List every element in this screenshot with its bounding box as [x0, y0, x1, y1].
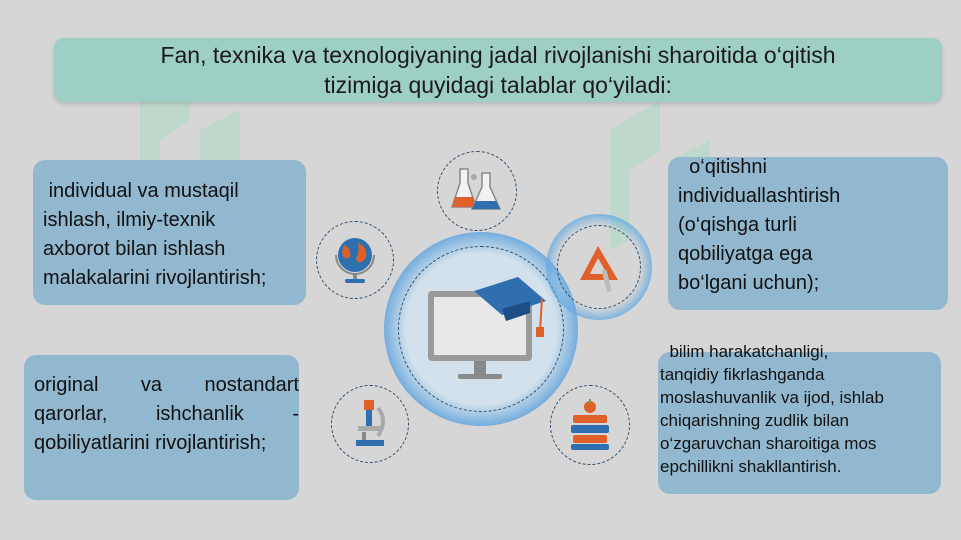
requirement-box-4	[658, 342, 941, 494]
requirement-box-2	[668, 157, 948, 310]
ruler-circle	[557, 225, 641, 309]
microscope-icon	[348, 396, 392, 452]
flasks-circle	[437, 151, 517, 231]
requirement-box-3	[24, 355, 299, 500]
title-line-2: tizimiga quyidagi talablar qo‘yiladi:	[324, 72, 672, 98]
globe-circle	[316, 221, 394, 299]
title-line-1: Fan, texnika va texnologiyaning jadal rivojlanishi sharoitida o‘qitish	[160, 42, 836, 68]
books-apple-icon	[565, 397, 615, 453]
globe-icon	[330, 233, 380, 287]
monitor-graduation-cap-icon	[406, 269, 556, 389]
requirement-text-1: individual va mustaqil ishlash, ilmiy-texnik axborot bilan ishlash malakalarini rivojlantirish;	[43, 180, 267, 289]
requirement-box-1	[33, 160, 306, 305]
triangle-ruler-icon	[574, 240, 624, 294]
page-title	[54, 40, 942, 100]
requirement-text-3: original va nostandart qarorlar, ishchanlik - qobiliyatlarini rivojlantirish;	[34, 374, 299, 454]
flasks-icon	[446, 163, 508, 219]
requirement-text-4: bilim harakatchanligi, tanqidiy fikrlashganda moslashuvanlik va ijod, ishlab chiqarishning zudlik bilan o‘zgaruvchan sharoitiga mos epchillikni shakllantirish.	[660, 342, 884, 476]
books-circle	[550, 385, 630, 465]
microscope-circle	[331, 385, 409, 463]
requirement-text-2: o‘qitishni individuallashtirish (o‘qishga turli qobiliyatga ega bo‘lgani uchun);	[678, 156, 841, 294]
center-circle	[398, 246, 564, 412]
